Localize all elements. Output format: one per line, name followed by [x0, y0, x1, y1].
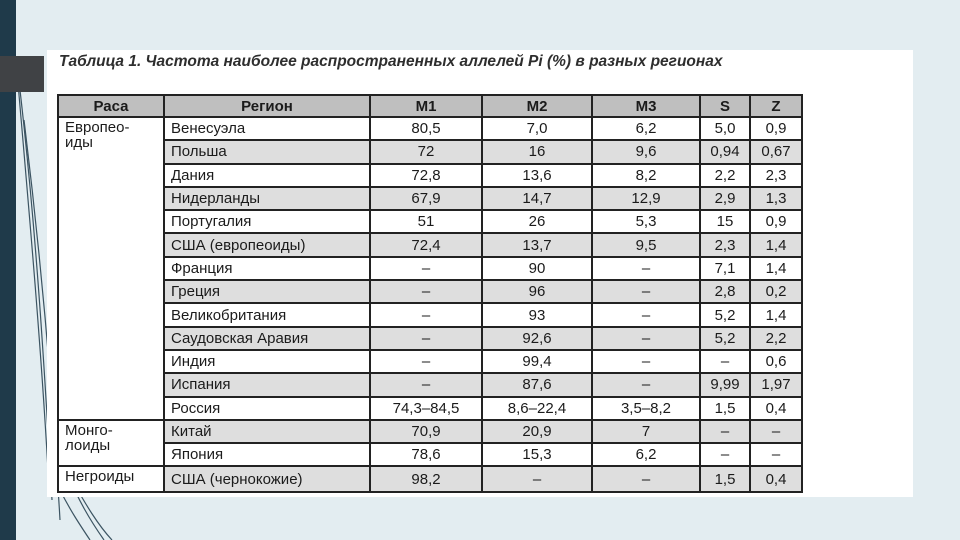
region-cell: Португалия — [164, 210, 370, 233]
header-m1: M1 — [370, 95, 482, 117]
z-cell: 1,97 — [750, 373, 802, 396]
z-cell: 0,9 — [750, 117, 802, 140]
region-cell: Польша — [164, 140, 370, 163]
table-row — [58, 303, 802, 326]
m2-cell: 13,6 — [482, 164, 592, 187]
m2-cell: 26 — [482, 210, 592, 233]
race-cell: Негроиды — [58, 466, 164, 491]
s-cell: 2,2 — [700, 164, 750, 187]
m3-cell: – — [592, 373, 700, 396]
slide-content — [47, 50, 913, 497]
m1-cell: 67,9 — [370, 187, 482, 210]
m2-cell: 92,6 — [482, 327, 592, 350]
m2-cell: 16 — [482, 140, 592, 163]
m1-cell: – — [370, 373, 482, 396]
region-cell: Саудовская Аравия — [164, 327, 370, 350]
region-cell: Венесуэла — [164, 117, 370, 140]
table-row — [58, 397, 802, 420]
m2-cell: 87,6 — [482, 373, 592, 396]
m2-cell: 8,6–22,4 — [482, 397, 592, 420]
table-caption: Таблица 1. Частота наиболее распространенных аллелей Pi (%) в разных регионах — [59, 53, 723, 70]
m3-cell: 9,6 — [592, 140, 700, 163]
s-cell: – — [700, 350, 750, 373]
s-cell: 9,99 — [700, 373, 750, 396]
m1-cell: – — [370, 327, 482, 350]
m1-cell: – — [370, 280, 482, 303]
table-row — [58, 373, 802, 396]
m3-cell: 6,2 — [592, 443, 700, 466]
header-m2: M2 — [482, 95, 592, 117]
m2-cell: 13,7 — [482, 233, 592, 256]
m2-cell: 96 — [482, 280, 592, 303]
s-cell: 2,3 — [700, 233, 750, 256]
table-row — [58, 327, 802, 350]
header-s: S — [700, 95, 750, 117]
allele-frequency-table — [57, 94, 803, 493]
m2-cell: 14,7 — [482, 187, 592, 210]
z-cell: 1,4 — [750, 257, 802, 280]
region-cell: Китай — [164, 420, 370, 443]
z-cell: 0,67 — [750, 140, 802, 163]
table-row — [58, 280, 802, 303]
s-cell: 1,5 — [700, 397, 750, 420]
z-cell: – — [750, 420, 802, 443]
table-row — [58, 350, 802, 373]
s-cell: 5,2 — [700, 303, 750, 326]
race-cell: Монго- лоиды — [58, 420, 164, 467]
z-cell: 1,4 — [750, 233, 802, 256]
z-cell: – — [750, 443, 802, 466]
m2-cell: 90 — [482, 257, 592, 280]
s-cell: 5,0 — [700, 117, 750, 140]
m1-cell: 72,8 — [370, 164, 482, 187]
m3-cell: 3,5–8,2 — [592, 397, 700, 420]
z-cell: 2,2 — [750, 327, 802, 350]
table-body — [58, 117, 802, 492]
m3-cell: 9,5 — [592, 233, 700, 256]
table-row — [58, 466, 802, 491]
m2-cell: 15,3 — [482, 443, 592, 466]
table-header-row — [58, 95, 802, 117]
s-cell: – — [700, 420, 750, 443]
table-row — [58, 443, 802, 466]
left-tab-marker — [0, 56, 44, 92]
m3-cell: – — [592, 280, 700, 303]
region-cell: Индия — [164, 350, 370, 373]
m1-cell: 51 — [370, 210, 482, 233]
region-cell: Франция — [164, 257, 370, 280]
region-cell: Греция — [164, 280, 370, 303]
header-race: Раса — [58, 95, 164, 117]
m3-cell: – — [592, 303, 700, 326]
region-cell: Дания — [164, 164, 370, 187]
region-cell: Япония — [164, 443, 370, 466]
table-row — [58, 187, 802, 210]
s-cell: 2,8 — [700, 280, 750, 303]
m1-cell: – — [370, 257, 482, 280]
m3-cell: – — [592, 350, 700, 373]
m1-cell: 74,3–84,5 — [370, 397, 482, 420]
m1-cell: 70,9 — [370, 420, 482, 443]
s-cell: 2,9 — [700, 187, 750, 210]
s-cell: 5,2 — [700, 327, 750, 350]
m3-cell: 12,9 — [592, 187, 700, 210]
race-cell: Европео- иды — [58, 117, 164, 420]
z-cell: 0,9 — [750, 210, 802, 233]
m2-cell: – — [482, 466, 592, 491]
m1-cell: – — [370, 350, 482, 373]
z-cell: 0,4 — [750, 397, 802, 420]
header-m3: M3 — [592, 95, 700, 117]
region-cell: США (чернокожие) — [164, 466, 370, 491]
z-cell: 0,4 — [750, 466, 802, 491]
m2-cell: 99,4 — [482, 350, 592, 373]
region-cell: Испания — [164, 373, 370, 396]
table-row — [58, 140, 802, 163]
region-cell: Россия — [164, 397, 370, 420]
table-row — [58, 210, 802, 233]
table-row — [58, 233, 802, 256]
z-cell: 0,2 — [750, 280, 802, 303]
region-cell: Великобритания — [164, 303, 370, 326]
z-cell: 1,4 — [750, 303, 802, 326]
m3-cell: 7 — [592, 420, 700, 443]
m3-cell: 5,3 — [592, 210, 700, 233]
header-z: Z — [750, 95, 802, 117]
z-cell: 0,6 — [750, 350, 802, 373]
s-cell: 7,1 — [700, 257, 750, 280]
m1-cell: 98,2 — [370, 466, 482, 491]
m3-cell: – — [592, 257, 700, 280]
region-cell: США (европеоиды) — [164, 233, 370, 256]
m1-cell: 78,6 — [370, 443, 482, 466]
m3-cell: 6,2 — [592, 117, 700, 140]
z-cell: 2,3 — [750, 164, 802, 187]
table-row — [58, 164, 802, 187]
m2-cell: 7,0 — [482, 117, 592, 140]
m3-cell: 8,2 — [592, 164, 700, 187]
m3-cell: – — [592, 466, 700, 491]
region-cell: Нидерланды — [164, 187, 370, 210]
m2-cell: 93 — [482, 303, 592, 326]
s-cell: 15 — [700, 210, 750, 233]
s-cell: 1,5 — [700, 466, 750, 491]
header-region: Регион — [164, 95, 370, 117]
m2-cell: 20,9 — [482, 420, 592, 443]
z-cell: 1,3 — [750, 187, 802, 210]
s-cell: 0,94 — [700, 140, 750, 163]
m1-cell: 72,4 — [370, 233, 482, 256]
m1-cell: 80,5 — [370, 117, 482, 140]
m1-cell: – — [370, 303, 482, 326]
m1-cell: 72 — [370, 140, 482, 163]
table-row — [58, 420, 802, 443]
s-cell: – — [700, 443, 750, 466]
table-row — [58, 257, 802, 280]
m3-cell: – — [592, 327, 700, 350]
table-row — [58, 117, 802, 140]
